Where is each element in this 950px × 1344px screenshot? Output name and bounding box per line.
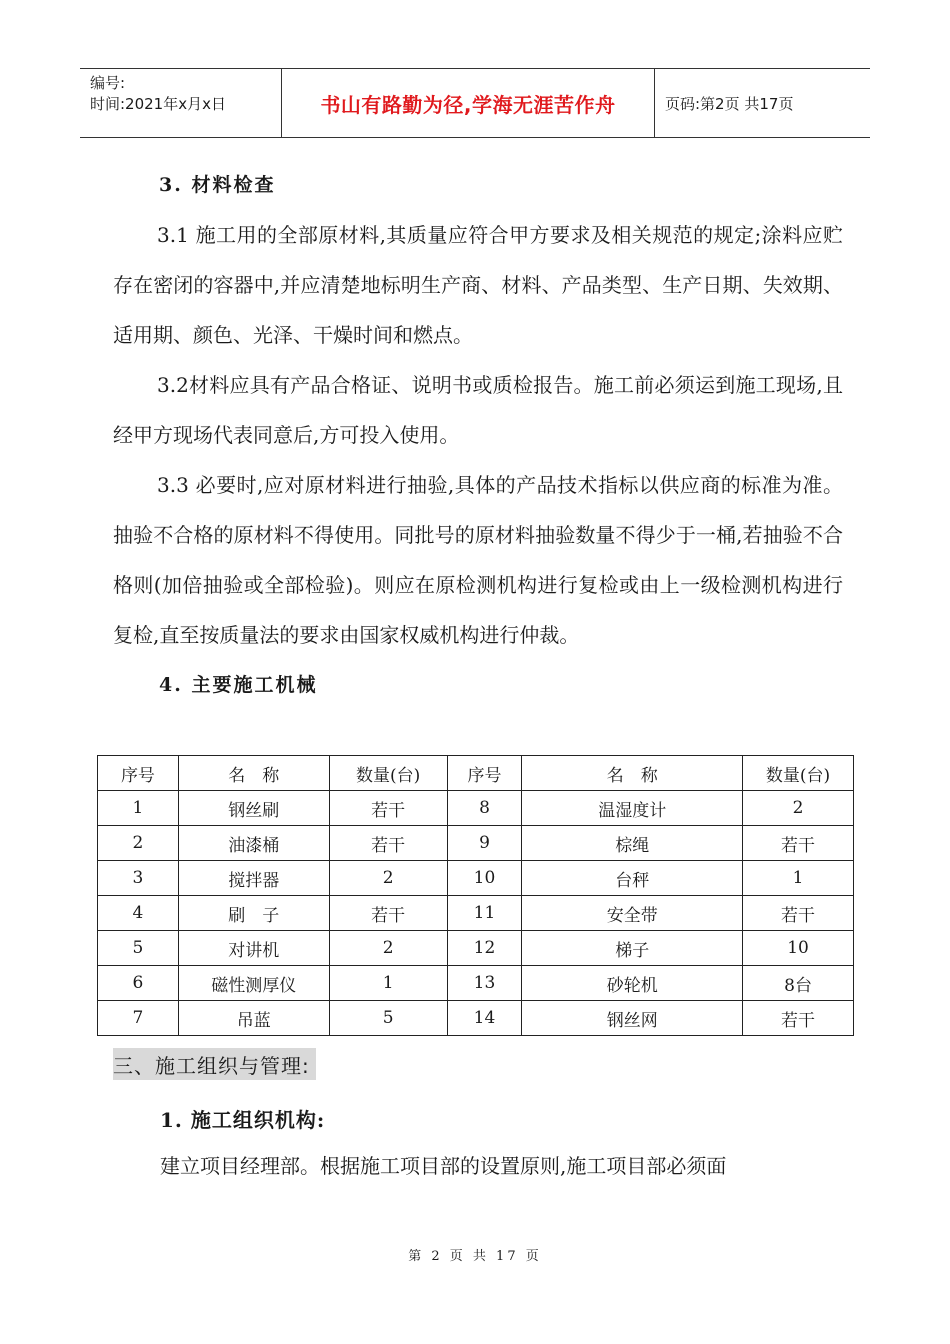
- table-cell: 2: [329, 861, 447, 896]
- header-time-label: 时间:2021年x月x日: [90, 95, 226, 113]
- table-cell: 搅拌器: [178, 861, 329, 896]
- page-footer: 第 2 页 共 17 页: [408, 1249, 542, 1264]
- page-header: [80, 68, 870, 138]
- table-row: [98, 1001, 854, 1036]
- header-page-info: 页码:第2页 共17页: [665, 94, 794, 113]
- table-cell: 磁性测厚仪: [178, 966, 329, 1001]
- table-row: [98, 896, 854, 931]
- table-cell: 13: [447, 966, 522, 1001]
- paragraph-3-1: 3.1 施工用的全部原材料,其质量应符合甲方要求及相关规范的规定;涂料应贮存在密闭的容器中,并应清楚地标明生产商、材料、产品类型、生产日期、失效期、适用期、颜色、光泽、干燥时间和燃点。: [113, 223, 843, 347]
- table-cell: 若干: [743, 826, 854, 861]
- table-cell: 14: [447, 1001, 522, 1036]
- table-row: [98, 861, 854, 896]
- table-cell: 钢丝刷: [178, 791, 329, 826]
- column-header: 名 称: [178, 756, 329, 791]
- table-row: [98, 826, 854, 861]
- table-cell: 台秤: [522, 861, 743, 896]
- part-3-heading: 三、施工组织与管理:: [113, 1048, 316, 1080]
- table-cell: 8: [447, 791, 522, 826]
- paragraph-3-3: 3.3 必要时,应对原材料进行抽验,具体的产品技术指标以供应商的标准为准。抽验不合格的原材料不得使用。同批号的原材料抽验数量不得少于一桶,若抽验不合格则(加倍抽验或全部检验)。则应在原检测机构进行复检或由上一级检测机构进行复检,直至按质量法的要求由国家权威机构进行仲裁。: [113, 473, 843, 647]
- header-meta: [80, 69, 282, 137]
- table-row: [98, 931, 854, 966]
- table-row: [98, 791, 854, 826]
- table-cell: 2: [98, 826, 179, 861]
- table-cell: 2: [743, 791, 854, 826]
- column-header: 序号: [447, 756, 522, 791]
- table-cell: 6: [98, 966, 179, 1001]
- table-cell: 2: [329, 931, 447, 966]
- table-cell: 吊蓝: [178, 1001, 329, 1036]
- table-cell: 刷 子: [178, 896, 329, 931]
- table-cell: 若干: [743, 1001, 854, 1036]
- table-cell: 钢丝网: [522, 1001, 743, 1036]
- table-cell: 对讲机: [178, 931, 329, 966]
- table-header-row: [98, 756, 854, 791]
- table-cell: 棕绳: [522, 826, 743, 861]
- table-cell: 安全带: [522, 896, 743, 931]
- table-cell: 7: [98, 1001, 179, 1036]
- header-motto: 书山有路勤为径,学海无涯苦作舟: [282, 69, 655, 137]
- column-header: 数量(台): [329, 756, 447, 791]
- table-cell: 若干: [743, 896, 854, 931]
- section-4-heading: 4. 主要施工机械: [159, 674, 318, 696]
- main-content: [113, 160, 843, 710]
- part-3-paragraph: 建立项目经理部。根据施工项目部的设置原则,施工项目部必须面: [160, 1154, 727, 1178]
- table-cell: 8台: [743, 966, 854, 1001]
- table-cell: 砂轮机: [522, 966, 743, 1001]
- section-3-heading: 3. 材料检查: [159, 174, 276, 196]
- table-cell: 1: [98, 791, 179, 826]
- table-cell: 梯子: [522, 931, 743, 966]
- table-cell: 9: [447, 826, 522, 861]
- column-header: 名 称: [522, 756, 743, 791]
- table-cell: 若干: [329, 896, 447, 931]
- part-3-subheading: 1. 施工组织机构:: [160, 1108, 326, 1132]
- table-cell: 温湿度计: [522, 791, 743, 826]
- column-header: 序号: [98, 756, 179, 791]
- table-cell: 4: [98, 896, 179, 931]
- table-row: [98, 966, 854, 1001]
- table-cell: 若干: [329, 791, 447, 826]
- table-cell: 油漆桶: [178, 826, 329, 861]
- table-cell: 10: [447, 861, 522, 896]
- table-cell: 12: [447, 931, 522, 966]
- paragraph-3-2: 3.2材料应具有产品合格证、说明书或质检报告。施工前必须运到施工现场,且经甲方现场代表同意后,方可投入使用。: [113, 373, 843, 447]
- machinery-table: [97, 755, 854, 1036]
- table-cell: 10: [743, 931, 854, 966]
- table-cell: 5: [98, 931, 179, 966]
- column-header: 数量(台): [743, 756, 854, 791]
- table-cell: 若干: [329, 826, 447, 861]
- table-cell: 5: [329, 1001, 447, 1036]
- table-cell: 1: [743, 861, 854, 896]
- table-cell: 3: [98, 861, 179, 896]
- table-cell: 1: [329, 966, 447, 1001]
- table-cell: 11: [447, 896, 522, 931]
- header-number-label: 编号:: [90, 74, 126, 92]
